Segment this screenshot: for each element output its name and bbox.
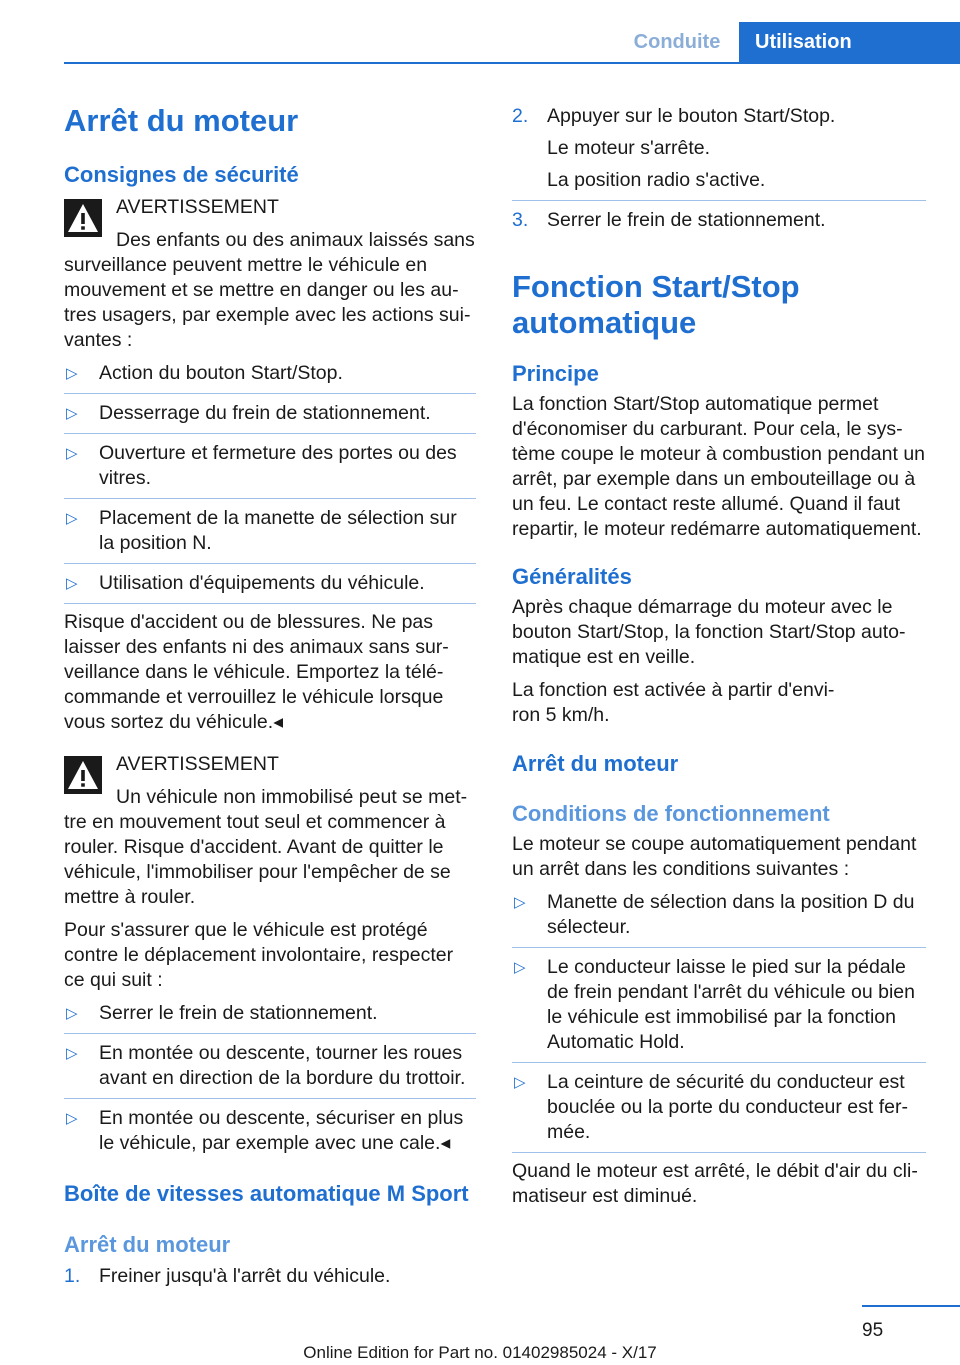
- step-item: [512, 104, 926, 201]
- generalites-text-1: Après chaque démarrage du moteur avec le bouton Start/Stop, la fonction Start/Stop automatique est en veille.: [512, 596, 906, 668]
- conditions-list: [512, 890, 926, 1153]
- generalites-heading: Généralités: [512, 564, 632, 589]
- footer-edition: Online Edition for Part no. 01402985024 - X/17: [303, 1343, 657, 1362]
- warning-intro: [64, 228, 476, 353]
- steps-list-continued: [512, 104, 926, 233]
- step-number: 1.: [64, 1265, 81, 1287]
- list-item-text: Utilisation d'équipements du véhicule.: [99, 572, 425, 594]
- bullet-triangle-icon: ▷: [66, 510, 78, 527]
- tab-conduite[interactable]: Conduite: [633, 31, 721, 53]
- section-title-start-stop: Fonction Start/Stop automatique: [512, 269, 800, 340]
- bullet-triangle-icon: ▷: [66, 575, 78, 592]
- list-item: [64, 1034, 476, 1099]
- list-item-text: Desserrage du frein de stationnement.: [99, 402, 431, 424]
- warning-label: AVERTISSEMENT: [116, 753, 279, 775]
- safety-heading: Consignes de sécurité: [64, 162, 299, 187]
- warning-2-para: Pour s'assurer que le véhicule est protégé contre le déplacement involontaire, respecter ce qui suit :: [64, 919, 454, 991]
- bullet-triangle-icon: ▷: [66, 1110, 78, 1127]
- bullet-triangle-icon: ▷: [66, 405, 78, 422]
- list-item: [64, 1001, 476, 1034]
- step-number: 2.: [512, 105, 529, 127]
- list-item: [64, 564, 476, 604]
- list-item: [512, 1063, 926, 1153]
- principe-text: La fonction Start/Stop automatique permet d'économiser du carburant. Pour cela, le système coupe le moteur à combustion pendant un arrêt, par exemple dans un embouteillage ou à un feu. Le contact reste allumé. Quand il faut repartir, le moteur redémarre automatiquement.: [512, 393, 926, 540]
- bullet-triangle-icon: ▷: [66, 1005, 78, 1022]
- warning-2-list: [64, 1001, 476, 1156]
- list-item-text: Ouverture et fermeture des portes ou des vitres.: [99, 442, 457, 489]
- list-item-text: Serrer le frein de stationnement.: [99, 1002, 378, 1024]
- warning-label: AVERTISSEMENT: [116, 196, 279, 218]
- closing-text: Quand le moteur est arrêté, le débit d'air du climatiseur est diminué.: [512, 1160, 918, 1207]
- tab-utilisation[interactable]: Utilisation: [739, 22, 960, 62]
- header-rule: [64, 62, 960, 64]
- right-column: [512, 100, 926, 1209]
- gearbox-heading: Boîte de vitesses automatique M Sport: [64, 1181, 469, 1206]
- bullet-triangle-icon: ▷: [514, 1074, 526, 1091]
- list-item: [512, 890, 926, 948]
- generalites-text-2: La fonction est activée à partir d'environ 5 km/h.: [512, 679, 835, 726]
- step-text: Appuyer sur le bouton Start/Stop.: [547, 105, 836, 127]
- bullet-triangle-icon: ▷: [66, 445, 78, 462]
- list-item-text: En montée ou descente, sécuriser en plus le véhicule, par exemple avec une cale.◂: [99, 1107, 464, 1154]
- stop-subheading: Arrêt du moteur: [64, 1232, 231, 1257]
- step-text: La position radio s'active.: [547, 169, 766, 191]
- list-item: [64, 1099, 476, 1156]
- list-item: [64, 434, 476, 499]
- list-item: [64, 361, 476, 394]
- list-item-text: En montée ou descente, tourner les roues avant en direction de la bordure du trottoir.: [99, 1042, 466, 1089]
- section-title: Arrêt du moteur: [64, 103, 299, 138]
- conditions-heading: Conditions de fonctionnement: [512, 801, 830, 826]
- list-item: [64, 394, 476, 434]
- warning-block-2: [64, 752, 476, 910]
- list-item-text: La ceinture de sécurité du conducteur est bouclée ou la porte du conducteur est fermée.: [547, 1071, 908, 1143]
- warning-intro-text: Un véhicule non immobilisé peut se mettre en mouvement tout seul et commencer à rouler. Risque d'accident. Avant de quitter le véhicule, l'immobiliser pour l'empêcher de se mettre à rouler.: [64, 786, 468, 908]
- warning-intro: [64, 785, 476, 910]
- step-number: 3.: [512, 209, 529, 231]
- left-column: [64, 100, 476, 1289]
- list-item-text: Le conducteur laisse le pied sur la pédale de frein pendant l'arrêt du véhicule ou bien le véhicule est immobilisé par la fonction Automatic Hold.: [547, 956, 915, 1053]
- list-item: [64, 499, 476, 564]
- step-text: Le moteur s'arrête.: [547, 137, 711, 159]
- conditions-text: Le moteur se coupe automatiquement pendant un arrêt dans les conditions suivantes :: [512, 833, 917, 880]
- bullet-triangle-icon: ▷: [66, 365, 78, 382]
- list-item-text: Placement de la manette de sélection sur la position N.: [99, 507, 457, 554]
- principe-heading: Principe: [512, 361, 599, 386]
- arret-heading: Arrêt du moteur: [512, 751, 679, 776]
- steps-list: [64, 1264, 476, 1289]
- warning-triangle-icon: [64, 199, 102, 237]
- bullet-triangle-icon: ▷: [514, 894, 526, 911]
- step-item: [512, 201, 926, 233]
- page-number: 95: [862, 1320, 884, 1341]
- warning-triangle-icon: [64, 756, 102, 794]
- page-number-rule: [862, 1305, 960, 1307]
- list-item-text: Action du bouton Start/Stop.: [99, 362, 343, 384]
- list-item: [512, 948, 926, 1063]
- bullet-triangle-icon: ▷: [514, 959, 526, 976]
- header-tabs: [615, 22, 960, 62]
- step-item: [64, 1264, 476, 1289]
- warning-1-outro: Risque d'accident ou de blessures. Ne pas laisser des enfants ni des animaux sans surveillance dans le véhicule. Emportez la télécommande et verrouillez le véhicule lorsque vous sortez du véhicule.◂: [64, 611, 449, 733]
- warning-block-1: [64, 195, 476, 353]
- step-text: Freiner jusqu'à l'arrêt du véhicule.: [99, 1265, 391, 1287]
- list-item-text: Manette de sélection dans la position D du sélecteur.: [547, 891, 915, 938]
- warning-intro-text: Des enfants ou des animaux laissés sans surveillance peuvent mettre le véhicule en mouvement et se mettre en danger ou les autres usagers, par exemple avec les actions suivantes :: [64, 229, 475, 351]
- step-text: Serrer le frein de stationnement.: [547, 209, 826, 231]
- bullet-triangle-icon: ▷: [66, 1045, 78, 1062]
- warning-1-list: [64, 361, 476, 604]
